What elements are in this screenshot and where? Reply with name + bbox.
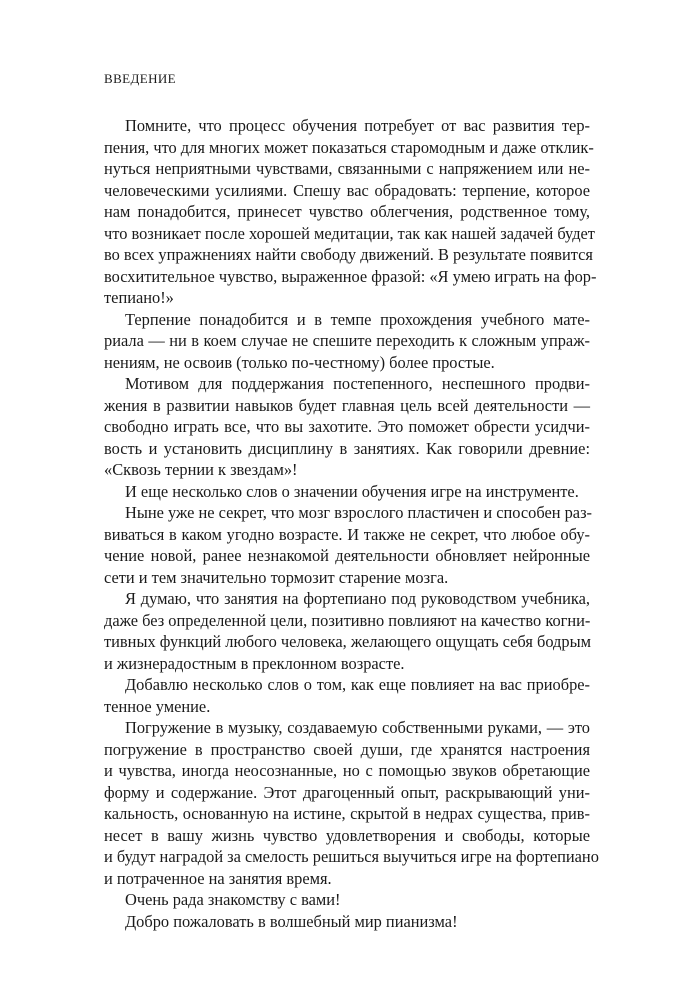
paragraph xyxy=(104,889,590,911)
text-line: Я думаю, что занятия на фортепиано под руководством учебника, xyxy=(125,589,590,608)
text-line: форму и содержание. Этот драгоценный опыт, раскрывающий уни- xyxy=(104,782,590,802)
text-line: и жизнерадостным в преклонном возрасте. xyxy=(104,653,405,673)
text-line: нуться неприятными чувствами, связанными с напряжением или не- xyxy=(104,159,590,178)
paragraph xyxy=(104,588,590,674)
paragraph xyxy=(104,373,590,481)
paragraph xyxy=(104,481,590,503)
text-line: вость и установить дисциплину в занятиях. Как говорили древние: xyxy=(104,438,590,458)
text-line: кальность, основанную на истине, скрытой в недрах существа, прив- xyxy=(104,804,590,823)
running-head: ВВЕДЕНИЕ xyxy=(104,71,177,86)
text-line: тенное умение. xyxy=(104,696,211,716)
paragraph xyxy=(104,674,590,717)
text-line: даже без определенной цели, позитивно повлияют на качество когни- xyxy=(104,610,591,630)
text-line: Терпение понадобится и в темпе прохождения учебного мате- xyxy=(125,309,590,329)
text-line: и потраченное на занятия время. xyxy=(104,868,332,888)
text-line: нениям, не освоив (только по-честному) более простые. xyxy=(104,352,495,372)
text-line: сети и тем значительно тормозит старение мозга. xyxy=(104,567,449,587)
text-line: Очень рада знакомству с вами! xyxy=(125,890,341,909)
text-line: что возникает после хорошей медитации, так как нашей задачей будет xyxy=(104,223,595,243)
text-line: и чувства, иногда неосознанные, но с помощью звуков обретающие xyxy=(104,761,590,780)
body-text xyxy=(104,115,599,932)
paragraph xyxy=(104,717,599,889)
text-line: несет в вашу жизнь чувство удовлетворения и свободы, которые xyxy=(104,825,590,845)
text-line: Ныне уже не секрет, что мозг взрослого пластичен и способен раз- xyxy=(125,503,593,522)
text-line: человеческими усилиями. Спешу вас обрадовать: терпение, которое xyxy=(104,180,590,200)
text-line: чение новой, ранее незнакомой деятельности обновляет нейронные xyxy=(104,546,590,565)
paragraph xyxy=(104,911,590,933)
text-line: виваться в каком угодно возрасте. И также не секрет, что любое обу- xyxy=(104,524,590,544)
text-line: и будут наградой за смелость решиться выучиться игре на фортепиано xyxy=(104,847,599,866)
text-line: тепиано!» xyxy=(104,288,174,307)
text-line: жения в развитии навыков будет главная цель всей деятельности — xyxy=(104,395,590,415)
text-line: И еще несколько слов о значении обучения игре на инструменте. xyxy=(125,481,579,501)
text-line: во всех упражнениях найти свободу движений. В результате появится xyxy=(104,245,593,264)
paragraph xyxy=(104,115,597,309)
text-line: Мотивом для поддержания постепенного, неспешного продви- xyxy=(125,374,590,393)
text-line: «Сквозь тернии к звездам»! xyxy=(104,460,298,479)
text-line: свободно играть все, что вы захотите. Это поможет обрести усидчи- xyxy=(104,417,590,436)
text-line: пения, что для многих может показаться старомодным и даже отклик- xyxy=(104,137,594,157)
text-line: нам понадобится, принесет чувство облегчения, родственное тому, xyxy=(104,202,590,221)
text-line: Погружение в музыку, создаваемую собственными руками, — это xyxy=(125,718,590,737)
text-line: Добро пожаловать в волшебный мир пианизма! xyxy=(125,911,458,931)
paragraph xyxy=(104,502,593,588)
text-line: Добавлю несколько слов о том, как еще повлияет на вас приобре- xyxy=(125,675,590,694)
text-line: Помните, что процесс обучения потребует от вас развития тер- xyxy=(125,116,590,135)
text-line: тивных функций любого человека, желающего ощущать себя бодрым xyxy=(104,632,591,651)
text-line: погружение в пространство своей души, где хранятся настроения xyxy=(104,739,590,759)
text-line: риала — ни в коем случае не спешите переходить к сложным упраж- xyxy=(104,331,590,350)
paragraph xyxy=(104,309,590,374)
text-line: восхитительное чувство, выраженное фразой: «Я умею играть на фор- xyxy=(104,266,597,286)
